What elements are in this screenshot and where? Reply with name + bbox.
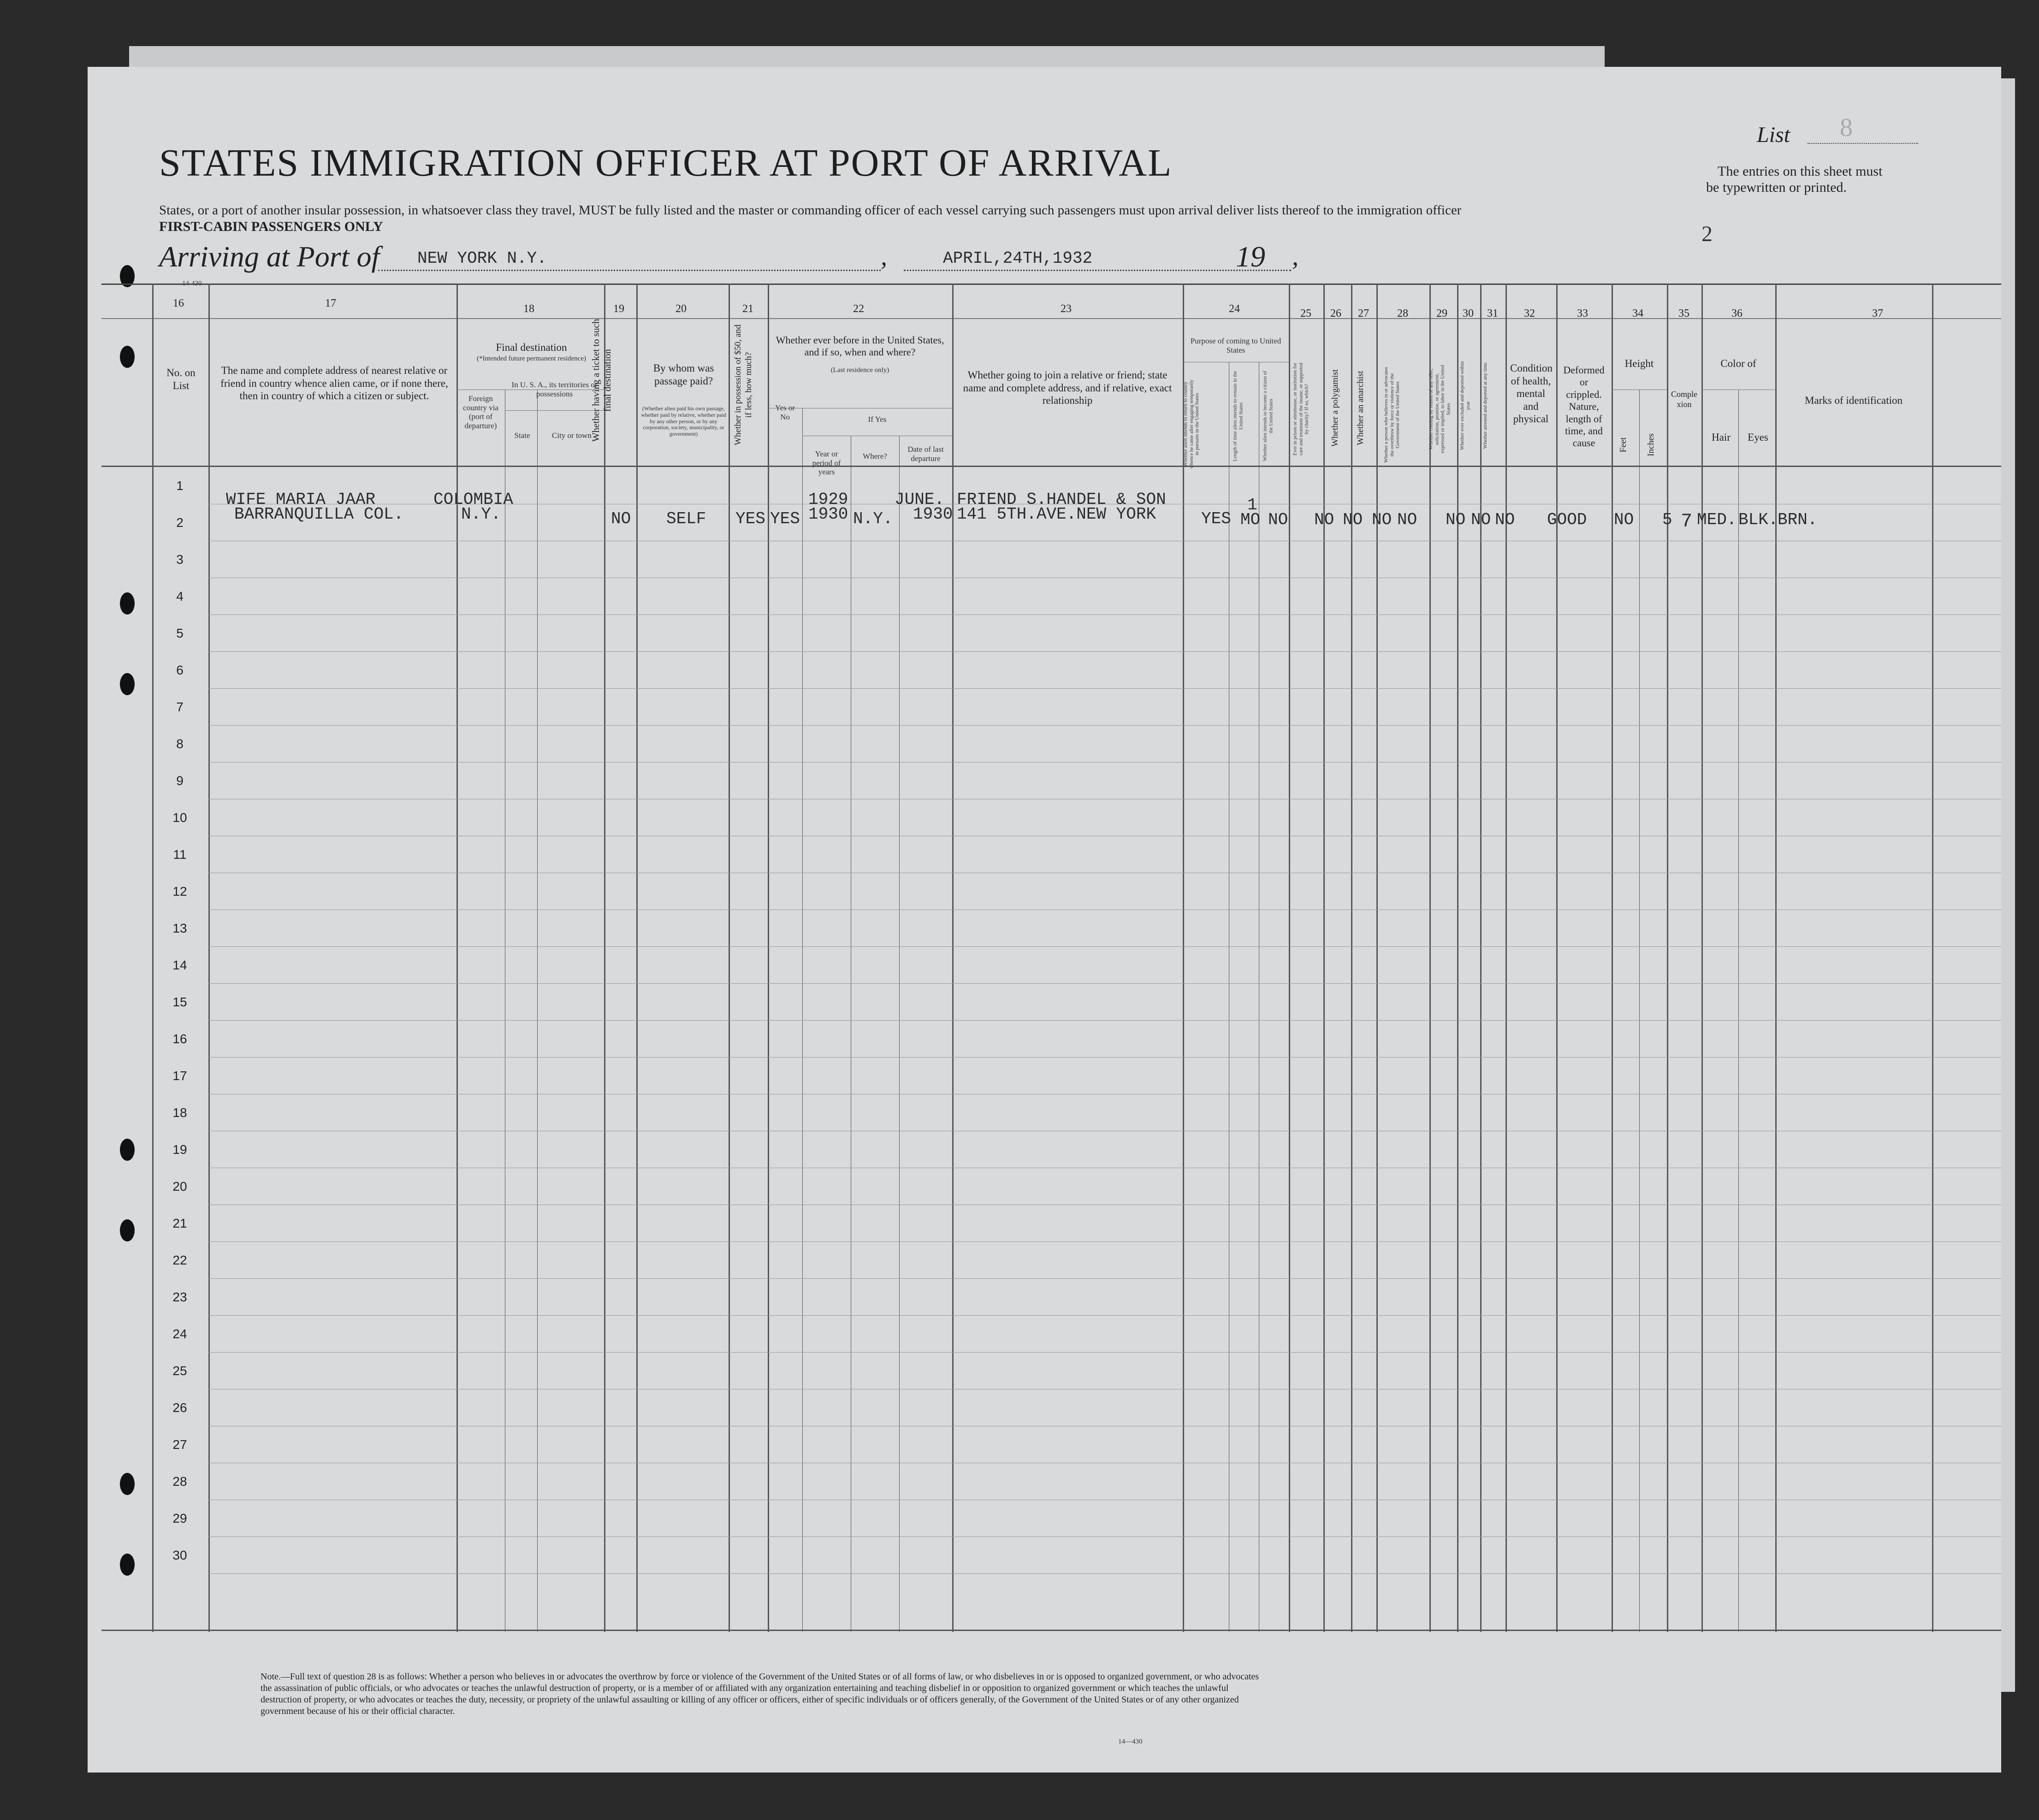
row-rule (208, 651, 2001, 652)
col37-header: Marks of identification (1804, 395, 1903, 406)
row-number: 14 (172, 958, 187, 972)
col21-header: Whether in possession of $50, and if less, how much? (733, 325, 753, 445)
col-divider (729, 284, 730, 1632)
col-divider (208, 284, 210, 1632)
col-divider (1738, 390, 1739, 1632)
col-divider (1612, 284, 1613, 1632)
row-number: 27 (172, 1437, 187, 1452)
col-divider (1667, 284, 1668, 1632)
col-divider (456, 284, 458, 1632)
col34-inches: Inches (1646, 433, 1656, 456)
col-divider (1323, 284, 1325, 1632)
col-number-rule (101, 318, 2001, 319)
col-number: 28 (1397, 307, 1408, 319)
col-number: 32 (1524, 307, 1535, 319)
feet-value: 5 (1662, 510, 1672, 529)
row-number: 2 (176, 515, 184, 530)
port-underline (378, 270, 881, 271)
row-rule (208, 1057, 2001, 1058)
labor-value: NO (1446, 510, 1466, 529)
row-number: 25 (172, 1364, 187, 1378)
col-number: 18 (523, 303, 534, 315)
joining-line-1: FRIEND S.HANDEL & SON (957, 490, 1166, 509)
col22-year: Year or period of years (812, 449, 841, 477)
row-number: 20 (172, 1179, 187, 1194)
col-divider (604, 284, 605, 1632)
row-number: 30 (172, 1548, 187, 1562)
punch-hole (120, 1139, 135, 1161)
instructions-line-2: be typewritten or printed. (1706, 180, 1847, 195)
col-number: 26 (1330, 307, 1341, 319)
prison-value: NO (1314, 510, 1334, 529)
col20-header: By whom was passage paid? (653, 362, 714, 387)
col-number: 24 (1229, 303, 1240, 315)
col35-header: Complexion (1671, 390, 1697, 409)
port-value: NEW YORK N.Y. (417, 249, 547, 268)
footer-note: Note.—Full text of question 28 is as follows: Whether a person who believes in or advocates the overthrow by force or violence of the Government of the United States or of all forms of law, or who disbelieves in or is opposed to organized government, or who advocates the assassination of public officials, or who advocates or teaches the unlawful destruction of property, or is a member of or affiliated with any organization entertaining and teaching disbelief in or opposition to organized government or which teaches the unlawful destruction of property, or who advocates or teaches the duty, necessity, or propriety of the unlawful assaulting or killing of any officer or officers, either of specific individuals or of officers generally, of the Government of the United States or of any other organized government because of his or their official character. (261, 1672, 1259, 1716)
col22-where: Where? (863, 452, 887, 461)
col36-header: Color of (1720, 358, 1756, 369)
row-rule (208, 1278, 2001, 1279)
punch-hole (120, 1554, 135, 1576)
row-number: 18 (172, 1105, 187, 1120)
col-divider (1775, 284, 1777, 1632)
arriving-label: Arriving at Port of (159, 240, 380, 273)
col-divider (1639, 390, 1640, 1632)
col-number: 17 (325, 297, 336, 309)
col26-header: Whether a polygamist (1330, 369, 1340, 447)
row-number: 8 (176, 737, 184, 751)
row-rule (208, 725, 2001, 726)
deported-value: NO (1495, 510, 1515, 529)
table-top-border (101, 284, 2001, 285)
col18-state-header: State (514, 431, 530, 440)
row-number: 11 (173, 847, 187, 862)
row-rule (208, 1352, 2001, 1353)
col-divider (768, 284, 769, 1632)
years-line-1: 1929 (808, 490, 848, 509)
col22-subheader: (Last residence only) (830, 366, 889, 374)
col-number: 23 (1061, 303, 1072, 315)
before-in-us-value: YES (770, 509, 800, 528)
row-number: 10 (172, 810, 187, 825)
col-number: 29 (1436, 307, 1447, 319)
row-rule (208, 1315, 2001, 1316)
col-divider (1932, 284, 1933, 1632)
col19-header: Whether having a ticket to such final destination (590, 319, 613, 442)
row-number: 19 (172, 1142, 187, 1157)
length-line-1: 1 (1247, 496, 1257, 514)
hair-value: BLK. (1738, 510, 1778, 529)
col32-header: Condition of health, mental and physical (1510, 362, 1553, 425)
col23-header: Whether going to join a relative or friend; state name and complete address, and if relative, exact relationship (963, 369, 1172, 407)
overthrow-value: NO (1397, 510, 1417, 529)
col29-header: Whether coming by reason of any offer, solicitation, promise, or agreement, expressed or implied, to labor in the United States (1428, 365, 1452, 454)
col-divider (1376, 284, 1378, 1632)
row-number: 15 (172, 995, 187, 1009)
foreign-country-line-2: N.Y. (461, 505, 501, 524)
deformed-value: NO (1614, 510, 1634, 529)
col-divider (152, 284, 154, 1632)
col-divider (952, 284, 954, 1632)
col28-header: Whether a person who believes in or advocates the overthrow by force or violence of the Government of the United States (1383, 367, 1401, 463)
row-number: 24 (172, 1327, 187, 1341)
col-number: 35 (1678, 307, 1689, 319)
punch-hole (120, 673, 135, 695)
col24-citizen-header: Whether alien intends to become a citizen of the United States (1262, 371, 1274, 461)
col22-date: Date of last departure (907, 445, 944, 463)
row-number: 4 (176, 589, 184, 603)
row-number: 7 (176, 700, 184, 714)
excluded-value: NO (1471, 510, 1491, 529)
col-divider (1556, 284, 1558, 1632)
list-underline (1808, 143, 1918, 144)
row-number: 26 (172, 1400, 187, 1415)
table-bottom-border (101, 1630, 2001, 1631)
anarchist-value: NO (1372, 510, 1392, 529)
punch-hole (120, 346, 135, 368)
col-number: 31 (1487, 307, 1498, 319)
paid-by-value: SELF (666, 509, 706, 528)
col-number: 21 (742, 303, 753, 315)
polygamist-value: NO (1343, 510, 1363, 529)
foreign-country-line-1: COLOMBIA (433, 490, 513, 509)
subheader-rule (505, 410, 604, 411)
row-number: 22 (172, 1253, 187, 1267)
class-line: FIRST-CABIN PASSENGERS ONLY (159, 219, 383, 234)
col-number: 37 (1872, 307, 1883, 319)
subtitle: States, or a port of another insular possession, in whatsoever class they travel, MUST be fully listed and the master or commanding officer of each vessel carrying such passengers must upon arrival deliver lists thereof to the immigration officer (159, 203, 1462, 218)
row-number: 28 (172, 1474, 187, 1489)
return-value: YES (1201, 509, 1231, 528)
punch-hole (120, 1473, 135, 1495)
col24-return-header: Whether alien intends to return to country whence he came after engaging temporarily in pursuits in the United States (1183, 379, 1200, 469)
col36-eyes: Eyes (1748, 431, 1768, 443)
health-value: GOOD (1547, 510, 1587, 529)
relative-line-1: WIFE MARIA JAAR (226, 490, 376, 509)
col25-header: Ever in prison or almshouse, or institution for care and treatment of the insane, or supported by charity? If so, which? (1292, 362, 1310, 456)
row-rule (208, 1020, 2001, 1021)
col24-header: Purpose of coming to United States (1190, 337, 1281, 355)
header-bottom-rule (101, 466, 2001, 467)
ticket-value: NO (611, 509, 631, 528)
inches-value: 7 (1681, 510, 1693, 532)
row-rule (208, 1573, 2001, 1574)
row-number: 23 (172, 1290, 187, 1304)
punch-hole (120, 592, 135, 615)
years-line-2: 1930 (808, 505, 848, 524)
col34-header: Height (1624, 358, 1654, 369)
col-number: 33 (1577, 307, 1588, 319)
col31-header: Whether arrested and deported at any time (1482, 362, 1488, 449)
relative-line-2: BARRANQUILLA COL. (234, 505, 404, 524)
row-number: 9 (176, 774, 184, 788)
col22-yesno: Yes or No (775, 403, 795, 421)
col-number: 22 (853, 303, 864, 315)
row-number: 3 (176, 552, 184, 567)
col34-feet: Feet (1618, 437, 1628, 453)
row-rule (208, 983, 2001, 984)
eyes-value: BRN. (1778, 510, 1818, 529)
list-value: 8 (1840, 113, 1853, 142)
col-number: 27 (1358, 307, 1369, 319)
col-divider (537, 390, 538, 1632)
where-value: N.Y. (853, 509, 893, 528)
col18-header: Final destination (496, 342, 567, 353)
col18-subheader: (*Intended future permanent residence) (477, 355, 586, 362)
col18-foreign-header: Foreign country via (port of departure) (463, 394, 498, 430)
row-rule (208, 1536, 2001, 1537)
comma: , (1292, 242, 1298, 271)
row-rule (208, 1241, 2001, 1242)
col-number: 34 (1632, 307, 1643, 319)
row-number: 16 (172, 1032, 187, 1046)
col18-city-header: City or town (552, 431, 592, 440)
col18-usa-header: In U. S. A., its territories or possessions (511, 380, 598, 398)
comma: , (881, 242, 887, 271)
footer-form-code: 14—430 (1118, 1738, 1143, 1745)
col-divider (1701, 284, 1703, 1632)
row-number: 6 (176, 663, 184, 677)
departure-line-2: 1930 (913, 505, 953, 524)
col20-subheader: (Whether alien paid his own passage, whether paid by relative, whether paid by any other person, or by any corporation, society, municipality, or government) (641, 405, 726, 437)
col-number: 25 (1300, 307, 1311, 319)
col-divider (1457, 284, 1458, 1632)
row-rule (208, 688, 2001, 689)
col-divider (1183, 284, 1184, 1632)
manifest-sheet (88, 67, 2001, 1773)
col-divider (1351, 284, 1352, 1632)
col-number: 19 (613, 303, 624, 315)
list-label: List (1757, 123, 1790, 147)
col30-header: Whether ever excluded and deported within year (1459, 361, 1471, 450)
row-number: 21 (172, 1216, 187, 1230)
sheet-number: 2 (1701, 222, 1713, 246)
row-number: 17 (172, 1069, 187, 1083)
col-divider (1289, 284, 1290, 1632)
row-number: 13 (172, 921, 187, 935)
col16-header: No. on List (166, 367, 196, 391)
col-divider (1429, 284, 1431, 1632)
row-number: 5 (176, 626, 184, 640)
instructions-line-1: The entries on this sheet must (1718, 164, 1883, 179)
col-divider (1506, 284, 1507, 1632)
col-number: 36 (1731, 307, 1743, 319)
col17-header: The name and complete address of nearest relative or friend in country whence alien came, or if none there, then in country of which a citizen or subject. (220, 365, 448, 402)
col-divider (1480, 284, 1482, 1632)
col-number: 30 (1463, 307, 1474, 319)
row-rule (208, 946, 2001, 947)
col22-header: Whether ever before in the United States, and if so, when and where? (776, 334, 944, 358)
page-title: STATES IMMIGRATION OFFICER AT PORT OF ARRIVAL (159, 142, 1173, 184)
col-divider (899, 436, 900, 1632)
year-prefix: 19 (1236, 240, 1265, 273)
col24-length-header: Length of time alien intends to remain in the United States (1232, 371, 1244, 461)
col-number: 20 (676, 303, 687, 315)
complexion-value: MED. (1697, 510, 1737, 529)
col33-header: Deformed or crippled. Nature, length of time, and cause (1563, 364, 1605, 449)
col-divider (636, 284, 638, 1632)
departure-line-1: JUNE. (895, 490, 945, 509)
row-number: 12 (172, 884, 187, 898)
citizen-value: NO (1268, 510, 1288, 529)
joining-line-2: 141 5TH.AVE.NEW YORK (957, 505, 1156, 524)
col-number: 16 (173, 297, 184, 309)
col36-hair: Hair (1712, 431, 1731, 443)
row-number: 29 (172, 1511, 187, 1525)
has-50-value: YES (735, 509, 765, 528)
date-value: APRIL,24TH,1932 (943, 249, 1093, 268)
row-number: 1 (176, 479, 184, 493)
punch-hole (120, 1219, 135, 1241)
col27-header: Whether an anarchist (1356, 371, 1365, 445)
col22-ifyes: If Yes (868, 415, 887, 424)
length-line-2: MO (1240, 510, 1261, 529)
date-underline (904, 270, 1291, 271)
